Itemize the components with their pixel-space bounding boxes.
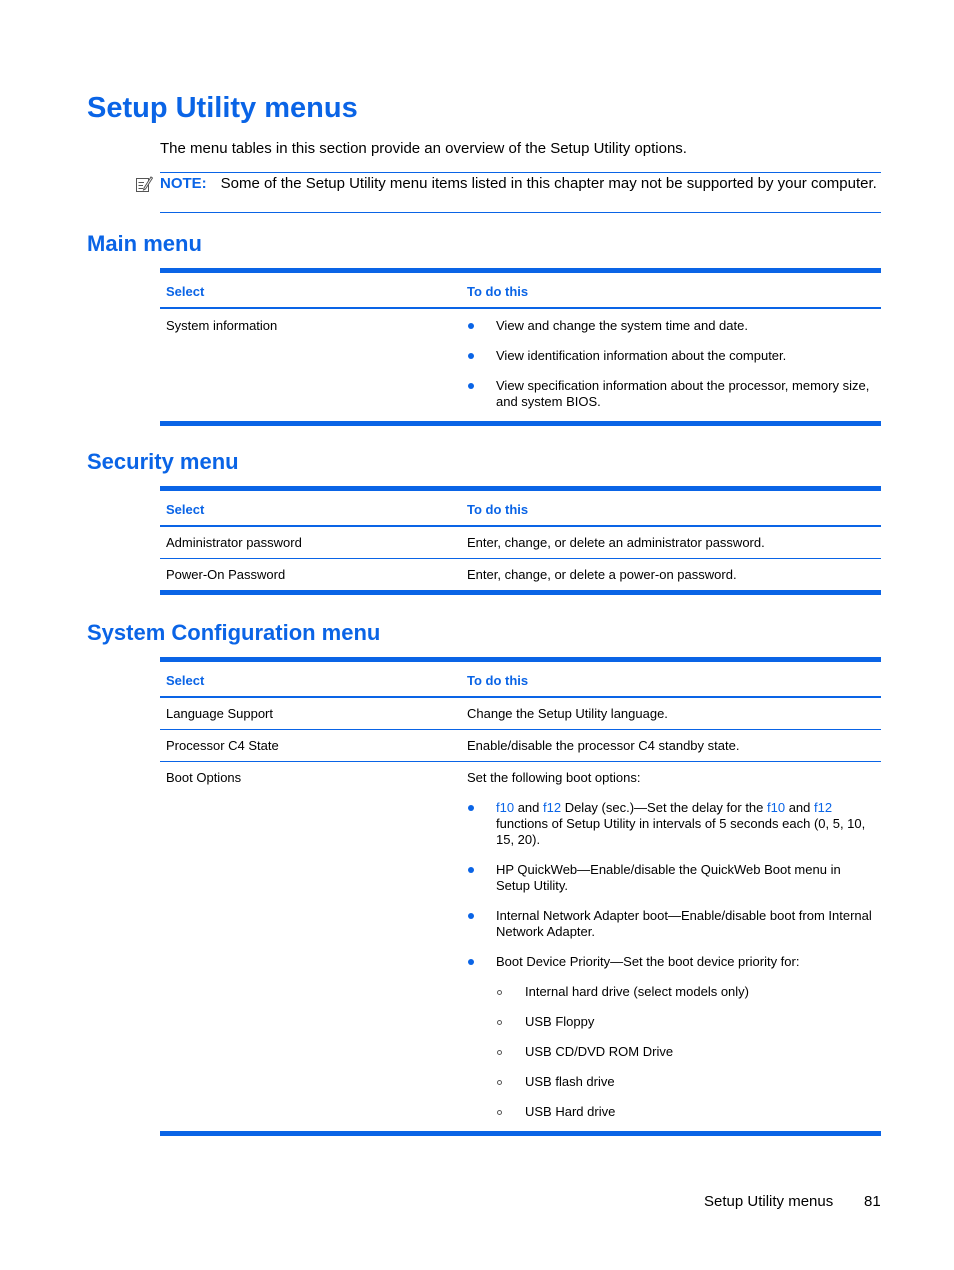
bullet-icon (468, 383, 474, 389)
bullet-list (467, 800, 875, 1120)
list-item: Boot Device Priority—Set the boot device priority for: Internal hard drive (select models only) USB Floppy USB CD/DVD ROM Drive USB flash drive USB Hard drive (467, 954, 875, 1120)
circle-bullet-icon (497, 1050, 502, 1055)
list-item: Internal Network Adapter boot—Enable/disable boot from Internal Network Adapter. (467, 908, 875, 940)
note-label: NOTE: (160, 175, 207, 192)
select-cell: Power-On Password (166, 567, 286, 582)
main-menu-heading: Main menu (87, 231, 202, 256)
note-box (160, 172, 881, 213)
list-item: View specification information about the processor, memory size, and system BIOS. (467, 378, 875, 410)
main-menu-table (160, 268, 881, 426)
intro-text: The menu tables in this section provide an overview of the Setup Utility options. (160, 140, 687, 157)
column-header-select: Select (160, 660, 461, 698)
key-f10: f10 (496, 800, 515, 815)
sub-list-item: USB Floppy (496, 1014, 875, 1030)
security-menu-table (160, 486, 881, 595)
footer-section-title: Setup Utility menus (704, 1193, 834, 1210)
table-header-row (160, 489, 881, 527)
security-menu-heading: Security menu (87, 449, 239, 474)
sub-list-item: USB CD/DVD ROM Drive (496, 1044, 875, 1060)
column-header-todo: To do this (461, 489, 881, 527)
circle-bullet-icon (497, 1080, 502, 1085)
sub-list-item: USB flash drive (496, 1074, 875, 1090)
sub-list-item: Internal hard drive (select models only) (496, 984, 875, 1000)
table-row (160, 559, 881, 593)
table-row (160, 730, 881, 762)
bullet-icon (468, 913, 474, 919)
todo-cell: Enter, change, or delete a power-on password. (467, 567, 737, 582)
bullet-icon (468, 805, 474, 811)
column-header-select: Select (160, 271, 461, 309)
column-header-todo: To do this (461, 271, 881, 309)
bullet-icon (468, 323, 474, 329)
key-f12: f12 (543, 800, 562, 815)
sysconfig-menu-heading: System Configuration menu (87, 620, 381, 645)
select-cell: Processor C4 State (160, 730, 461, 762)
todo-cell: Enable/disable the processor C4 standby state. (461, 730, 881, 762)
table-row (160, 308, 881, 424)
table-row (160, 697, 881, 730)
bullet-list (467, 318, 875, 410)
select-cell: Boot Options (166, 770, 242, 785)
select-cell: System information (166, 318, 278, 333)
page-title: Setup Utility menus (87, 92, 358, 124)
select-cell: Language Support (160, 697, 461, 730)
todo-cell (461, 762, 881, 1134)
circle-bullet-icon (497, 1110, 502, 1115)
note-pencil-icon (135, 175, 153, 193)
column-header-todo: To do this (461, 660, 881, 698)
sysconfig-menu-table (160, 657, 881, 1136)
list-item: f10 and f12 Delay (sec.)—Set the delay for the f10 and f12 functions of Setup Utility in intervals of 5 seconds each (0, 5, 10, 15, 20). (467, 800, 875, 848)
key-f12: f12 (814, 800, 833, 815)
sub-list-item: USB Hard drive (496, 1104, 875, 1120)
list-item: View and change the system time and date. (467, 318, 875, 334)
bullet-icon (468, 867, 474, 873)
table-header-row (160, 271, 881, 309)
footer-page-number: 81 (864, 1193, 881, 1210)
todo-cell: Enter, change, or delete an administrator password. (461, 526, 881, 559)
circle-bullet-icon (497, 990, 502, 995)
table-row (160, 526, 881, 559)
table-header-row (160, 660, 881, 698)
todo-cell: Change the Setup Utility language. (461, 697, 881, 730)
column-header-select: Select (160, 489, 461, 527)
key-f10: f10 (767, 800, 786, 815)
boot-options-lead: Set the following boot options: (467, 770, 641, 785)
select-cell: Administrator password (160, 526, 461, 559)
sub-list (496, 984, 875, 1120)
bullet-icon (468, 353, 474, 359)
bullet-icon (468, 959, 474, 965)
list-item: View identification information about the computer. (467, 348, 875, 364)
table-row (160, 762, 881, 1134)
list-item: HP QuickWeb—Enable/disable the QuickWeb Boot menu in Setup Utility. (467, 862, 875, 894)
note-text: Some of the Setup Utility menu items listed in this chapter may not be supported by your computer. (220, 175, 877, 192)
todo-cell (461, 308, 881, 424)
circle-bullet-icon (497, 1020, 502, 1025)
